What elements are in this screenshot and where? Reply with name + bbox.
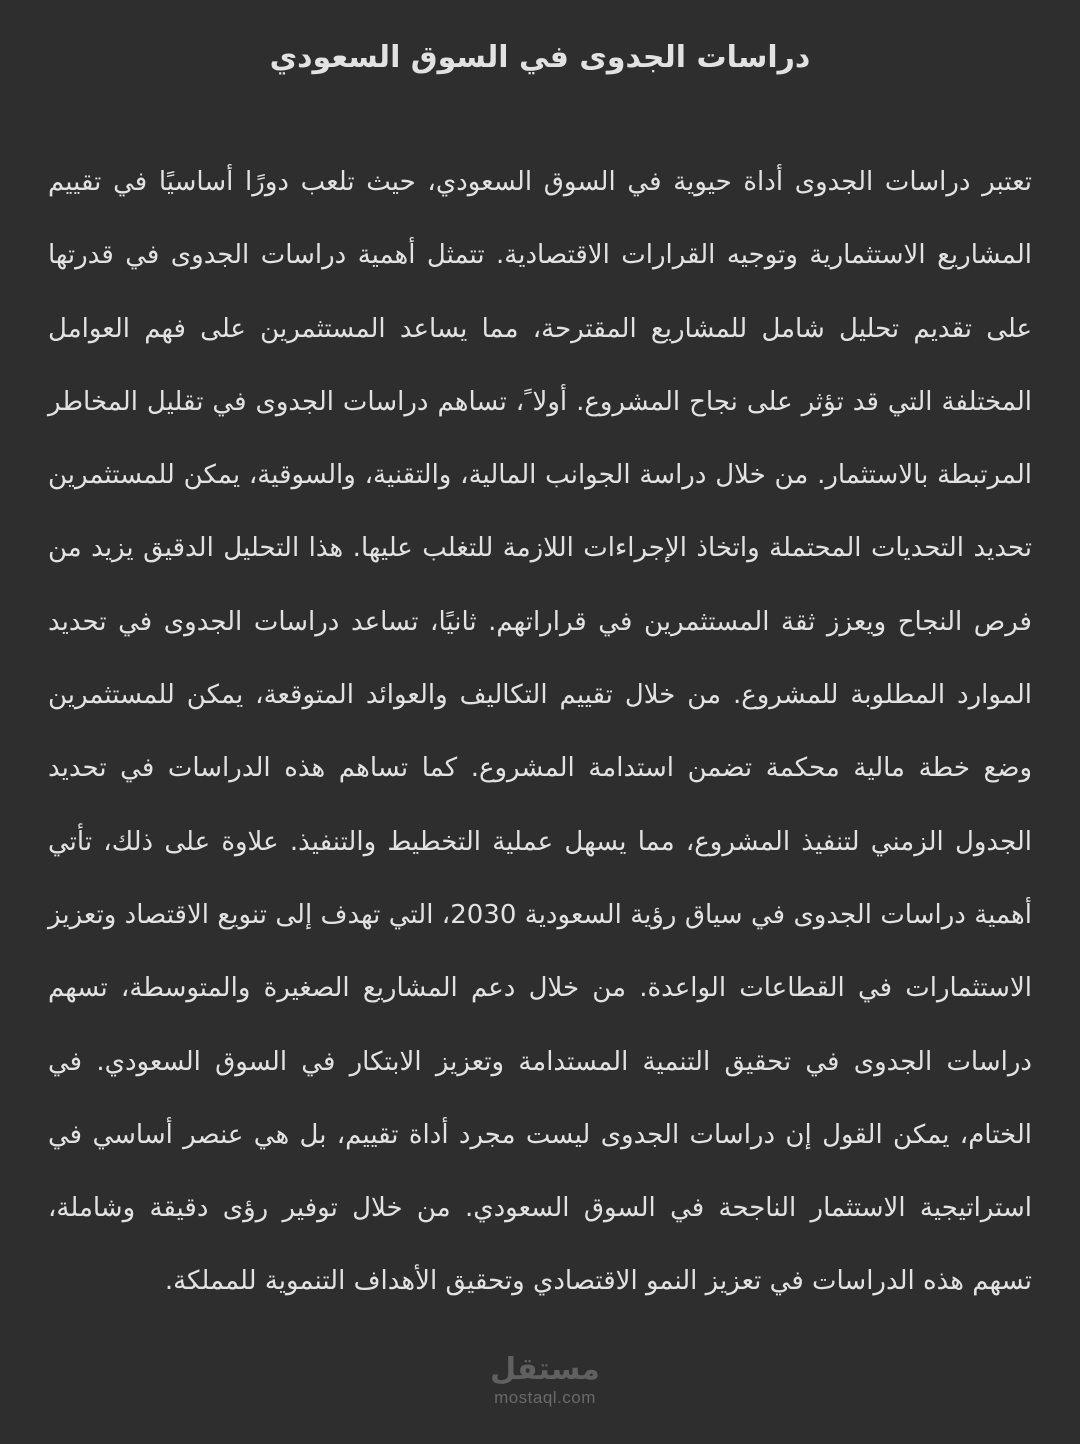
mostaql-watermark: [470, 1352, 620, 1418]
document-title: دراسات الجدوى في السوق السعودي: [269, 40, 811, 75]
document-body: تعتبر دراسات الجدوى أداة حيوية في السوق السعودي، حيث تلعب دورًا أساسيًا في تقييم المشاريع الاستثمارية وتوجيه القرارات الاقتصادية. تتمثل أهمية دراسات الجدوى في قدرتها على تقديم تحليل شامل للمشاريع المقترحة، مما يساعد المستثمرين على فهم العوامل المختلفة التي قد تؤثر على نجاح المشروع. أولا ً، تساهم دراسات الجدوى في تقليل المخاطر المرتبطة بالاستثمار. من خلال دراسة الجوانب المالية، والتقنية، والسوقية، يمكن للمستثمرين تحديد التحديات المحتملة واتخاذ الإجراءات اللازمة للتغلب عليها. هذا التحليل الدقيق يزيد من فرص النجاح ويعزز ثقة المستثمرين في قراراتهم. ثانيًا، تساعد دراسات الجدوى في تحديد الموارد المطلوبة للمشروع. من خلال تقييم التكاليف والعوائد المتوقعة، يمكن للمستثمرين وضع خطة مالية محكمة تضمن استدامة المشروع. كما تساهم هذه الدراسات في تحديد الجدول الزمني لتنفيذ المشروع، مما يسهل عملية التخطيط والتنفيذ. علاوة على ذلك، تأتي أهمية دراسات الجدوى في سياق رؤية السعودية 2030، التي تهدف إلى تنويع الاقتصاد وتعزيز الاستثمارات في القطاعات الواعدة. من خلال دعم المشاريع الصغيرة والمتوسطة، تسهم دراسات الجدوى في تحقيق التنمية المستدامة وتعزيز الابتكار في السوق السعودي. في الختام، يمكن القول إن دراسات الجدوى ليست مجرد أداة تقييم، بل هي عنصر أساسي في استراتيجية الاستثمار الناجحة في السوق السعودي. من خلال توفير رؤى دقيقة وشاملة، تسهم هذه الدراسات في تعزيز النمو الاقتصادي وتحقيق الأهداف التنموية للمملكة.: [48, 167, 1032, 1297]
watermark-url: mostaql.com: [494, 1388, 596, 1407]
watermark-logo: مستقل: [490, 1352, 600, 1387]
